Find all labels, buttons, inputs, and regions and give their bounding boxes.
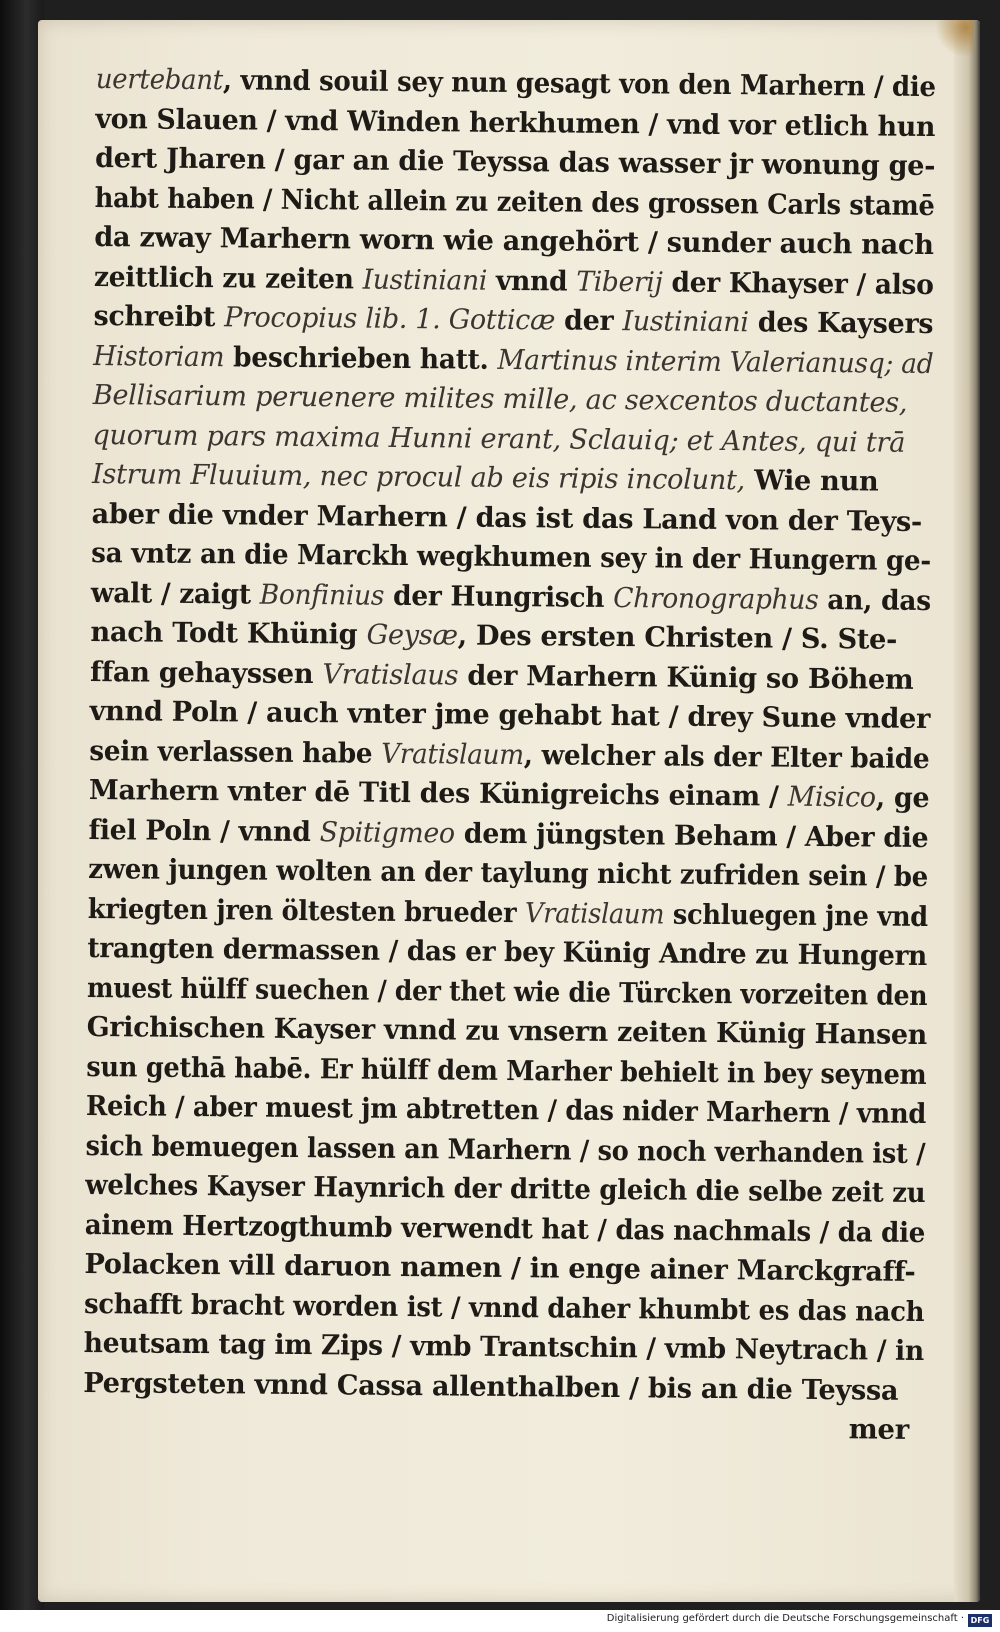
footer-credit: Digitalisierung gefördert durch die Deutsche Forschungsgemeinschaft · xyxy=(606,1613,964,1624)
text-segment: habt haben / Nicht allein zu zeiten des grossen Carls stamē xyxy=(94,181,935,222)
text-segment: kriegten jren öltesten brueder xyxy=(87,892,526,929)
text-segment: walt / zaigt xyxy=(90,576,260,611)
page-text-block xyxy=(83,60,946,1451)
text-segment: nach Todt Khünig xyxy=(90,615,367,651)
text-segment: sich bemuegen lassen an Marhern / so noch verhanden ist / xyxy=(85,1129,926,1170)
text-segment: welches Kayser Haynrich der dritte gleich die selbe zeit zu xyxy=(85,1168,926,1210)
latin-italic-segment: uertebant xyxy=(95,62,224,97)
text-segment: Reich / aber muest jm abtretten / das nider Marhern / vnnd xyxy=(85,1089,927,1131)
text-segment: sein verlassen habe xyxy=(89,734,382,770)
text-line xyxy=(83,1363,923,1411)
text-segment: Marhern vnter dē Titl des Künigreichs einam / xyxy=(88,773,788,813)
text-segment: der Hungrisch xyxy=(383,579,614,614)
latin-italic-segment: Vratislaus xyxy=(322,657,459,692)
footer-bar xyxy=(0,1610,1000,1632)
latin-italic-segment: quorum pars maxima Hunni erant, Sclauiq; et Antes, qui trā xyxy=(92,418,906,459)
corner-stain xyxy=(934,20,974,56)
text-segment: schreibt xyxy=(93,299,225,334)
text-segment: von Slauen / vnd Winden herkhumen / vnd vor etlich hun xyxy=(95,102,936,143)
text-segment: trangten dermassen / das er bey Künig Andre zu Hungern xyxy=(87,931,928,973)
text-segment: vnnd xyxy=(486,264,577,298)
latin-italic-segment: Iustiniani xyxy=(622,305,749,339)
text-segment: ainem Hertzogthumb verwendt hat / das nachmals / da die xyxy=(84,1208,926,1249)
text-segment: fiel Poln / vnnd xyxy=(88,813,320,848)
latin-italic-segment: Vratislaum xyxy=(524,896,665,930)
text-segment: an, das xyxy=(818,583,932,617)
text-segment: , welcher als der Elter baide xyxy=(523,738,930,775)
text-segment: der Marhern Künig so Böhem xyxy=(458,659,914,696)
text-segment: sa vntz an die Marckh wegkhumen sey in der Hungern ge- xyxy=(91,536,932,578)
text-segment: , ge xyxy=(875,781,930,815)
text-segment: der Khayser / also xyxy=(662,265,934,301)
text-segment: Grichischen Kayser vnnd zu vnsern zeiten Künig Hansen xyxy=(86,1010,928,1052)
text-segment: muest hülff suechen / der thet wie die Türcken vorzeiten den xyxy=(86,971,928,1012)
latin-italic-segment: Vratislaum xyxy=(381,737,525,771)
text-segment: schafft bracht worden ist / vnnd daher khumbt es das nach xyxy=(83,1287,925,1328)
text-segment: des Kaysers xyxy=(748,306,934,341)
catchword: mer xyxy=(848,1413,910,1446)
text-segment: heutsam tag im Zips / vmb Trantschin / vmb Neytrach / in xyxy=(83,1326,925,1368)
latin-italic-segment: Iustiniani xyxy=(362,263,488,297)
latin-italic-segment: Spitigmeo xyxy=(319,815,455,849)
text-segment: der xyxy=(554,304,623,338)
latin-italic-segment: Historiam xyxy=(93,339,225,373)
text-segment: dem jüngsten Beham / Aber die xyxy=(454,816,929,854)
text-segment: schluegen jne vnd xyxy=(664,897,929,933)
latin-italic-segment: Bonfinius xyxy=(259,578,385,612)
latin-italic-segment: Misico xyxy=(787,780,876,814)
latin-italic-segment: Istrum Fluuium, nec procul ab eis ripis incolunt, xyxy=(91,457,746,497)
latin-italic-segment: Procopius lib. 1. Gotticæ xyxy=(224,301,556,337)
latin-italic-segment: Bellisarium peruenere milites mille, ac sexcentos ductantes, xyxy=(92,378,908,419)
latin-italic-segment: Chronographus xyxy=(613,581,819,616)
dfg-logo-icon: DFG xyxy=(968,1614,992,1627)
text-segment: dert Jharen / gar an die Teyssa das wasser jr wonung ge- xyxy=(94,141,936,183)
book-page xyxy=(38,20,980,1602)
text-segment: beschrieben hatt. xyxy=(224,340,498,376)
text-segment: vnnd Poln / auch vnter jme gehabt hat / drey Sune vnder xyxy=(89,694,931,736)
text-segment: Pergsteten vnnd Cassa allenthalben / bis an die Teyssa xyxy=(83,1366,899,1407)
text-segment: zwen jungen wolten an der taylung nicht zufriden sein / be xyxy=(88,852,929,894)
latin-italic-segment: Tiberij xyxy=(576,265,663,298)
text-segment: , vnnd souil sey nun gesagt von den Marhern / die xyxy=(222,64,936,104)
text-segment: da zway Marhern worn wie angehört / sunder auch nach xyxy=(94,220,934,262)
text-segment: Wie nun xyxy=(744,464,879,498)
latin-italic-segment: Martinus interim Valerianusq; ad xyxy=(497,343,934,380)
latin-italic-segment: Geysæ xyxy=(366,618,458,652)
text-segment: zeittlich zu zeiten xyxy=(93,260,363,296)
text-segment: ffan gehayssen xyxy=(89,655,323,690)
text-segment: sun gethā habē. Er hülff dem Marher behielt in bey seynem xyxy=(86,1050,927,1091)
page-edge xyxy=(954,20,980,1602)
text-segment: , Des ersten Christen / S. Ste- xyxy=(457,619,898,656)
text-segment: aber die vnder Marhern / das ist das Land von der Teys- xyxy=(91,497,923,538)
text-segment: Polacken vill daruon namen / in enge ainer Marckgraff- xyxy=(84,1247,916,1288)
